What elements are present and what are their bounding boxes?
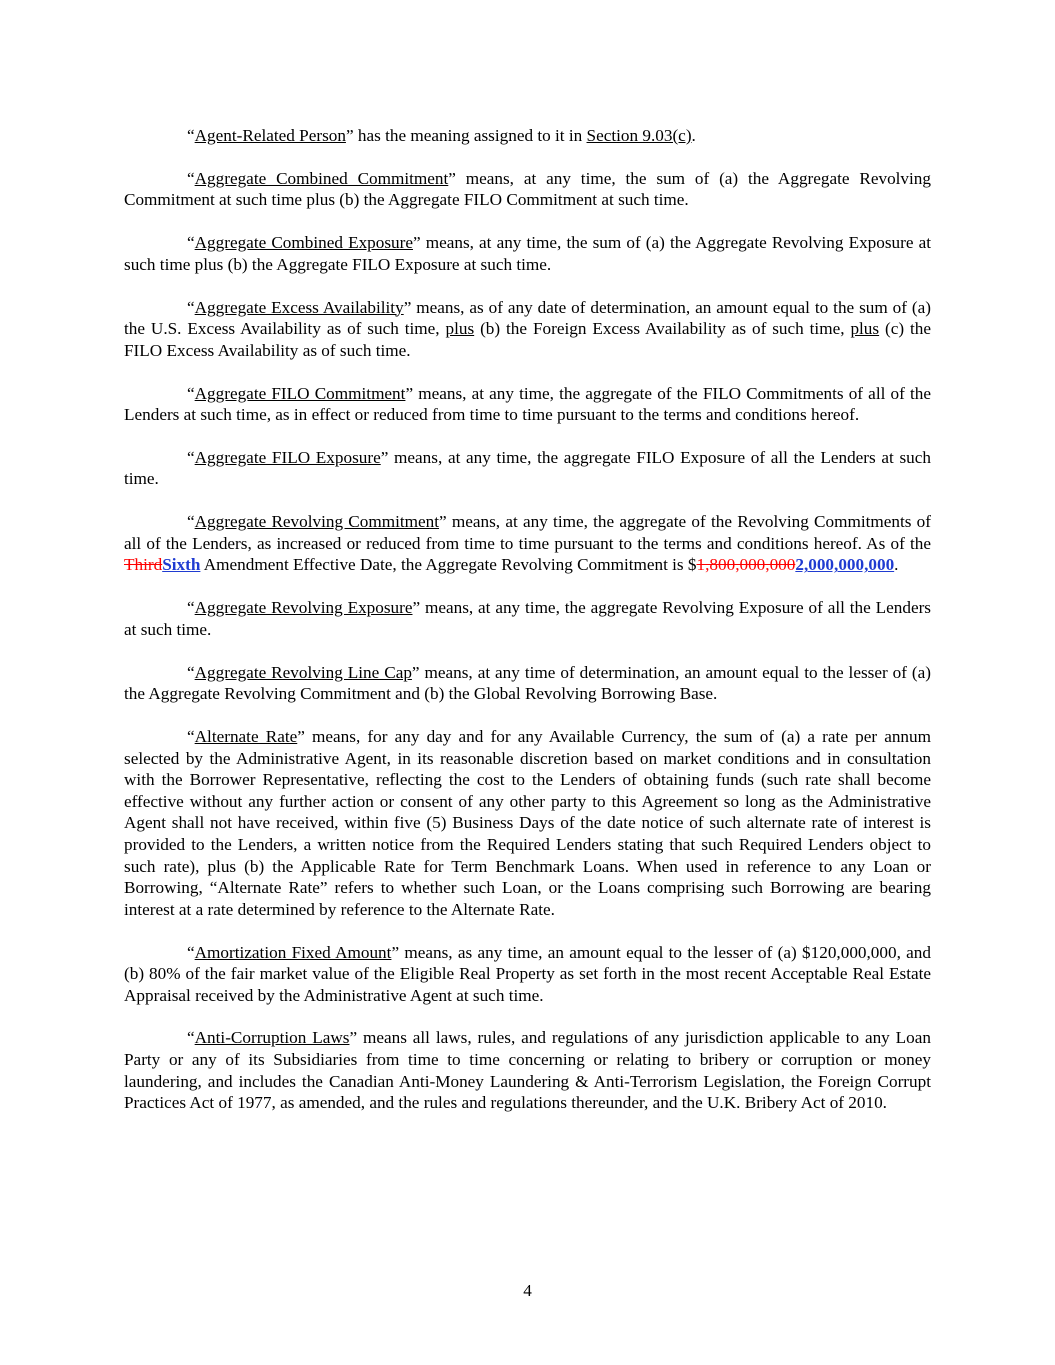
- defined-term: Aggregate Combined Commitment: [194, 168, 449, 188]
- definition-text: ” means, at any time, the aggregate of the Revolving Commitments of all of the Lenders, as increased or reduced from time to time pursuant to the terms and conditions hereof. As of the: [124, 512, 931, 553]
- open-quote: “: [187, 126, 195, 145]
- definition-text: ” means, as any time, an amount equal to the lesser of (a) $120,000,000, and (b) 80% of the fair market value of the Eligible Real Property as set forth in the most recent Acceptable Real Estate Appraisal received by the Administrative Agent at such time.: [124, 942, 931, 1005]
- open-quote: “: [187, 168, 195, 188]
- defined-term: Aggregate FILO Commitment: [194, 383, 406, 403]
- plus-emphasis: plus: [850, 319, 880, 339]
- open-quote: “: [187, 662, 195, 682]
- defined-term: Amortization Fixed Amount: [194, 942, 392, 962]
- open-quote: “: [187, 233, 195, 253]
- defined-term: Aggregate Revolving Exposure: [194, 598, 413, 618]
- definition-text: (c) the FILO Excess Availability as of such time.: [124, 319, 932, 360]
- defined-term: Aggregate Excess Availability: [194, 297, 404, 317]
- defined-term: Aggregate Revolving Commitment: [194, 512, 440, 532]
- definition-text: Amendment Effective Date, the Aggregate Revolving Commitment is $: [200, 555, 697, 575]
- definition-aggregate-revolving-exposure: [124, 597, 931, 640]
- definition-text: ” means, at any time, the aggregate FILO Exposure of all the Lenders at such time.: [124, 447, 931, 489]
- definition-text: ” means, at any time, the aggregate Revolving Exposure of all the Lenders at such time.: [124, 598, 931, 639]
- definition-aggregate-revolving-line-cap: [124, 662, 931, 705]
- open-quote: “: [187, 1028, 195, 1048]
- deleted-amount: 1,800,000,000: [696, 555, 796, 575]
- definition-anti-corruption-laws: [124, 1027, 931, 1113]
- definition-aggregate-combined-exposure: [124, 232, 931, 275]
- definition-text: ” means all laws, rules, and regulations of any jurisdiction applicable to any Loan Party or any of its Subsidiaries from time to time concerning or relating to bribery or corruption or money laundering, and includes the Canadian Anti-Money Laundering & Anti-Terrorism Legislation, the Foreign Corrupt Practices Act of 1977, as amended, and the rules and regulations thereunder, and the U.K. Bribery Act of 2010.: [124, 1028, 931, 1113]
- definition-aggregate-filo-exposure: [124, 447, 931, 490]
- open-quote: “: [187, 598, 195, 618]
- open-quote: “: [187, 942, 195, 962]
- definition-text: .: [894, 555, 899, 575]
- defined-term: Agent-Related Person: [194, 126, 346, 145]
- definition-text: (b) the Foreign Excess Availability as of such time,: [474, 319, 851, 339]
- plus-emphasis: plus: [445, 319, 475, 339]
- definition-amortization-fixed-amount: [124, 942, 931, 1007]
- defined-term: Alternate Rate: [194, 726, 298, 746]
- open-quote: “: [187, 512, 195, 532]
- inserted-text: Sixth: [162, 555, 201, 575]
- open-quote: “: [187, 297, 195, 317]
- definition-text: ” means, at any time, the sum of (a) the Aggregate Revolving Exposure at such time plus (b) the Aggregate FILO Exposure at such time.: [124, 233, 931, 274]
- section-reference: Section 9.03(c): [586, 126, 692, 145]
- defined-term: Aggregate FILO Exposure: [194, 447, 381, 467]
- definition-text: ” has the meaning assigned to it in: [345, 126, 587, 145]
- page-number: 4: [523, 1281, 532, 1300]
- definition-aggregate-filo-commitment: [124, 383, 931, 426]
- definition-agent-related-person: [124, 125, 931, 147]
- open-quote: “: [187, 447, 195, 467]
- open-quote: “: [187, 726, 195, 746]
- definition-text: ” means, at any time of determination, an amount equal to the lesser of (a) the Aggregate Revolving Commitment and (b) the Global Revolving Borrowing Base.: [124, 662, 932, 704]
- document-page: [124, 125, 931, 1135]
- defined-term: Anti-Corruption Laws: [194, 1028, 350, 1048]
- definition-text: ” means, at any time, the aggregate of the FILO Commitments of all of the Lenders at such time, as in effect or reduced from time to time pursuant to the terms and conditions hereof.: [124, 383, 931, 425]
- definition-text: ” means, at any time, the sum of (a) the Aggregate Revolving Commitment at such time plus (b) the Aggregate FILO Commitment at such time.: [124, 168, 931, 210]
- definition-text: .: [691, 126, 696, 145]
- definition-text: ” means, as of any date of determination, an amount equal to the sum of (a) the U.S. Excess Availability as of such time,: [124, 297, 931, 339]
- definition-aggregate-excess-availability: [124, 297, 931, 362]
- definition-aggregate-revolving-commitment: [124, 511, 931, 576]
- definition-text: ” means, for any day and for any Available Currency, the sum of (a) a rate per annum selected by the Administrative Agent, in its reasonable discretion based on market conditions and in consultation with the Borrower Representative, reflecting the cost to the Lenders of obtaining funds (such rate shall become effective without any further action or consent of any other party to this Agreement so long as the Administrative Agent shall not have received, within five (5) Business Days of the date notice of such alternate rate of interest is provided to the Lenders, a written notice from the Required Lenders stating that such Required Lenders object to such rate), plus (b) the Applicable Rate for Term Benchmark Loans. When used in reference to any Loan or Borrowing, “Alternate Rate” refers to whether such Loan, or the Loans comprising such Borrowing are bearing interest at a rate determined by reference to the Alternate Rate.: [124, 726, 931, 919]
- open-quote: “: [187, 383, 195, 403]
- defined-term: Aggregate Combined Exposure: [194, 233, 413, 253]
- inserted-amount: 2,000,000,000: [795, 555, 895, 575]
- definition-aggregate-combined-commitment: [124, 168, 931, 211]
- defined-term: Aggregate Revolving Line Cap: [194, 662, 412, 682]
- definition-alternate-rate: [124, 726, 931, 920]
- deleted-text: Third: [124, 555, 163, 575]
